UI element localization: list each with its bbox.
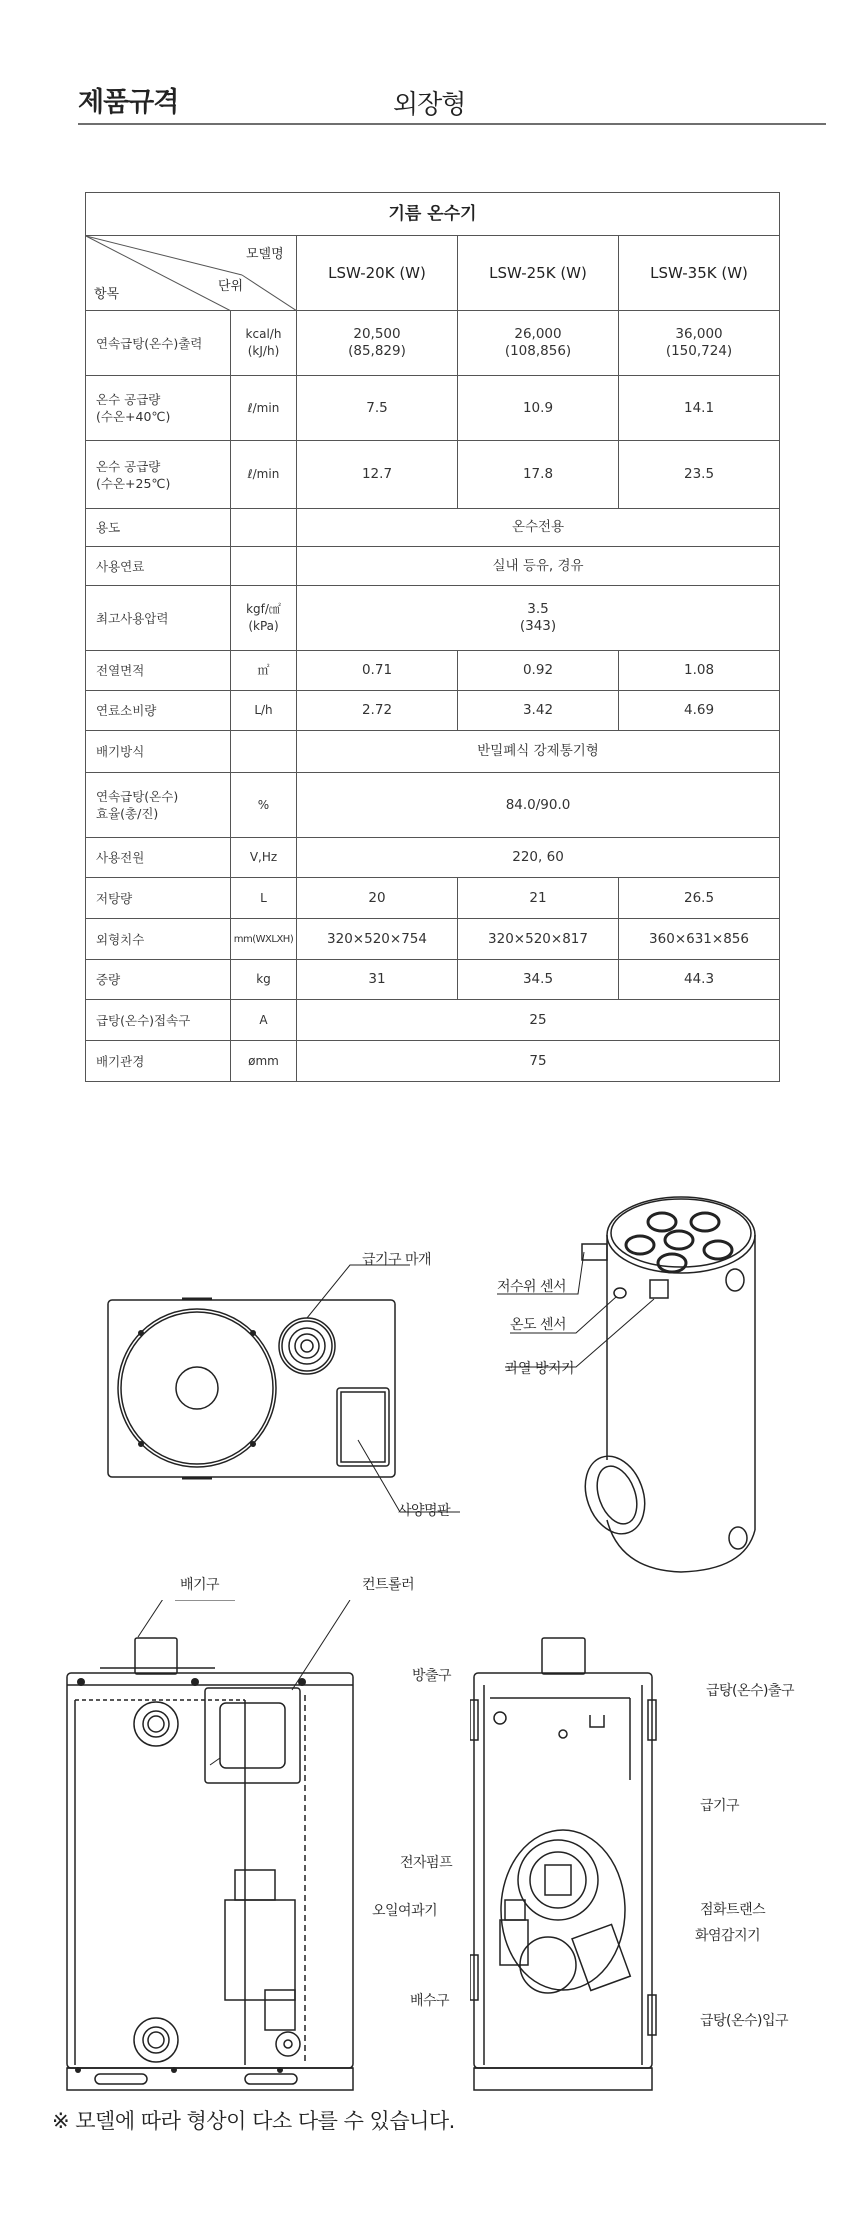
- label-air-inlet-cap: 급기구 마개: [362, 1252, 432, 1268]
- header-divider: [78, 123, 826, 125]
- spec-table: [85, 192, 780, 1082]
- model-header: LSW-35K (W): [619, 236, 780, 311]
- unit-cell: A: [231, 1000, 297, 1041]
- merged-value-cell: 75: [297, 1041, 780, 1082]
- value-cell: 10.9: [458, 376, 619, 441]
- table-row: [86, 838, 780, 878]
- label-hot-water-outlet: 급탕(온수)출구: [706, 1683, 795, 1699]
- value-cell: 34.5: [458, 960, 619, 1000]
- unit-cell: L: [231, 878, 297, 919]
- value-cell: 320×520×754: [297, 919, 458, 960]
- value-cell: 7.5: [297, 376, 458, 441]
- unit-cell: kgf/㎠ (kPa): [231, 586, 297, 651]
- value-cell: 31: [297, 960, 458, 1000]
- value-cell: 3.42: [458, 691, 619, 731]
- unit-cell: [231, 547, 297, 586]
- label-oil-filter: 오일여과기: [372, 1903, 438, 1919]
- value-cell: 4.69: [619, 691, 780, 731]
- label-flame-detector: 화염감지기: [695, 1928, 761, 1944]
- value-cell: 20,500 (85,829): [297, 311, 458, 376]
- label-hot-water-inlet: 급탕(온수)입구: [700, 2013, 789, 2029]
- table-row: [86, 1000, 780, 1041]
- label-solenoid-pump: 전자펌프: [400, 1855, 453, 1871]
- label-temp-sensor: 온도 센서: [510, 1317, 567, 1333]
- label-controller: 컨트롤러: [362, 1577, 415, 1593]
- merged-value-cell: 온수전용: [297, 509, 780, 547]
- model-header: LSW-20K (W): [297, 236, 458, 311]
- value-cell: 26,000 (108,856): [458, 311, 619, 376]
- merged-value-cell: 220, 60: [297, 838, 780, 878]
- unit-cell: [231, 731, 297, 773]
- section-subtitle: 외장형: [393, 90, 466, 120]
- item-cell: 사용연료: [86, 547, 231, 586]
- table-row: [86, 1041, 780, 1082]
- corner-header: [86, 236, 297, 311]
- table-row: [86, 919, 780, 960]
- table-row: [86, 651, 780, 691]
- table-row: [86, 691, 780, 731]
- front-view-drawing: [60, 1600, 360, 2100]
- item-cell: 용도: [86, 509, 231, 547]
- value-cell: 20: [297, 878, 458, 919]
- table-row: [86, 509, 780, 547]
- label-relief-outlet: 방출구: [412, 1668, 452, 1684]
- table-row: [86, 773, 780, 838]
- unit-cell: kcal/h (kJ/h): [231, 311, 297, 376]
- value-cell: 17.8: [458, 441, 619, 509]
- label-overheat-protector: 과열 방지기: [505, 1361, 575, 1377]
- unit-cell: L/h: [231, 691, 297, 731]
- merged-value-cell: 3.5 (343): [297, 586, 780, 651]
- value-cell: 2.72: [297, 691, 458, 731]
- unit-cell: ℓ/min: [231, 376, 297, 441]
- item-cell: 외형치수: [86, 919, 231, 960]
- unit-cell: ℓ/min: [231, 441, 297, 509]
- table-title: 기름 온수기: [86, 193, 780, 236]
- table-row: [86, 960, 780, 1000]
- unit-cell: mm(WXLXH): [231, 919, 297, 960]
- value-cell: 12.7: [297, 441, 458, 509]
- section-title: 제품규격: [78, 87, 179, 118]
- table-row: [86, 547, 780, 586]
- value-cell: 23.5: [619, 441, 780, 509]
- item-cell: 급탕(온수)접속구: [86, 1000, 231, 1041]
- value-cell: 21: [458, 878, 619, 919]
- value-cell: 14.1: [619, 376, 780, 441]
- item-cell: 최고사용압력: [86, 586, 231, 651]
- label-exhaust-port: 배기구: [180, 1577, 220, 1593]
- value-cell: 0.92: [458, 651, 619, 691]
- table-row: [86, 311, 780, 376]
- table-row: [86, 586, 780, 651]
- table-row: [86, 878, 780, 919]
- merged-value-cell: 실내 등유, 경유: [297, 547, 780, 586]
- merged-value-cell: 반밀폐식 강제통기형: [297, 731, 780, 773]
- label-drain: 배수구: [410, 1993, 450, 2009]
- unit-header-label: 단위: [218, 279, 244, 294]
- item-cell: 연속급탕(온수)출력: [86, 311, 231, 376]
- unit-cell: ømm: [231, 1041, 297, 1082]
- value-cell: 0.71: [297, 651, 458, 691]
- table-row: [86, 376, 780, 441]
- unit-cell: V,Hz: [231, 838, 297, 878]
- item-cell: 연속급탕(온수) 효율(총/진): [86, 773, 231, 838]
- value-cell: 320×520×817: [458, 919, 619, 960]
- item-cell: 배기관경: [86, 1041, 231, 1082]
- item-cell: 사용전원: [86, 838, 231, 878]
- value-cell: 44.3: [619, 960, 780, 1000]
- table-row: [86, 731, 780, 773]
- unit-cell: kg: [231, 960, 297, 1000]
- table-row: [86, 441, 780, 509]
- top-view-drawing: [100, 1240, 460, 1530]
- unit-cell: [231, 509, 297, 547]
- side-view-drawing: [470, 1630, 660, 2100]
- item-cell: 배기방식: [86, 731, 231, 773]
- label-air-inlet: 급기구: [700, 1798, 740, 1814]
- label-ignition-transformer: 점화트랜스: [700, 1902, 766, 1918]
- merged-value-cell: 25: [297, 1000, 780, 1041]
- model-header-label: 모델명: [246, 247, 284, 262]
- item-cell: 전열면적: [86, 651, 231, 691]
- footnote: ※ 모델에 따라 형상이 다소 다를 수 있습니다.: [52, 2109, 455, 2133]
- item-cell: 저탕량: [86, 878, 231, 919]
- model-header: LSW-25K (W): [458, 236, 619, 311]
- item-cell: 중량: [86, 960, 231, 1000]
- value-cell: 1.08: [619, 651, 780, 691]
- label-low-water-sensor: 저수위 센서: [497, 1279, 567, 1295]
- item-header-label: 항목: [94, 287, 120, 302]
- item-cell: 연료소비량: [86, 691, 231, 731]
- item-cell: 온수 공급량 (수온+25℃): [86, 441, 231, 509]
- merged-value-cell: 84.0/90.0: [297, 773, 780, 838]
- value-cell: 26.5: [619, 878, 780, 919]
- item-cell: 온수 공급량 (수온+40℃): [86, 376, 231, 441]
- value-cell: 36,000 (150,724): [619, 311, 780, 376]
- value-cell: 360×631×856: [619, 919, 780, 960]
- unit-cell: ㎡: [231, 651, 297, 691]
- label-nameplate: 사양명판: [398, 1503, 451, 1519]
- unit-cell: %: [231, 773, 297, 838]
